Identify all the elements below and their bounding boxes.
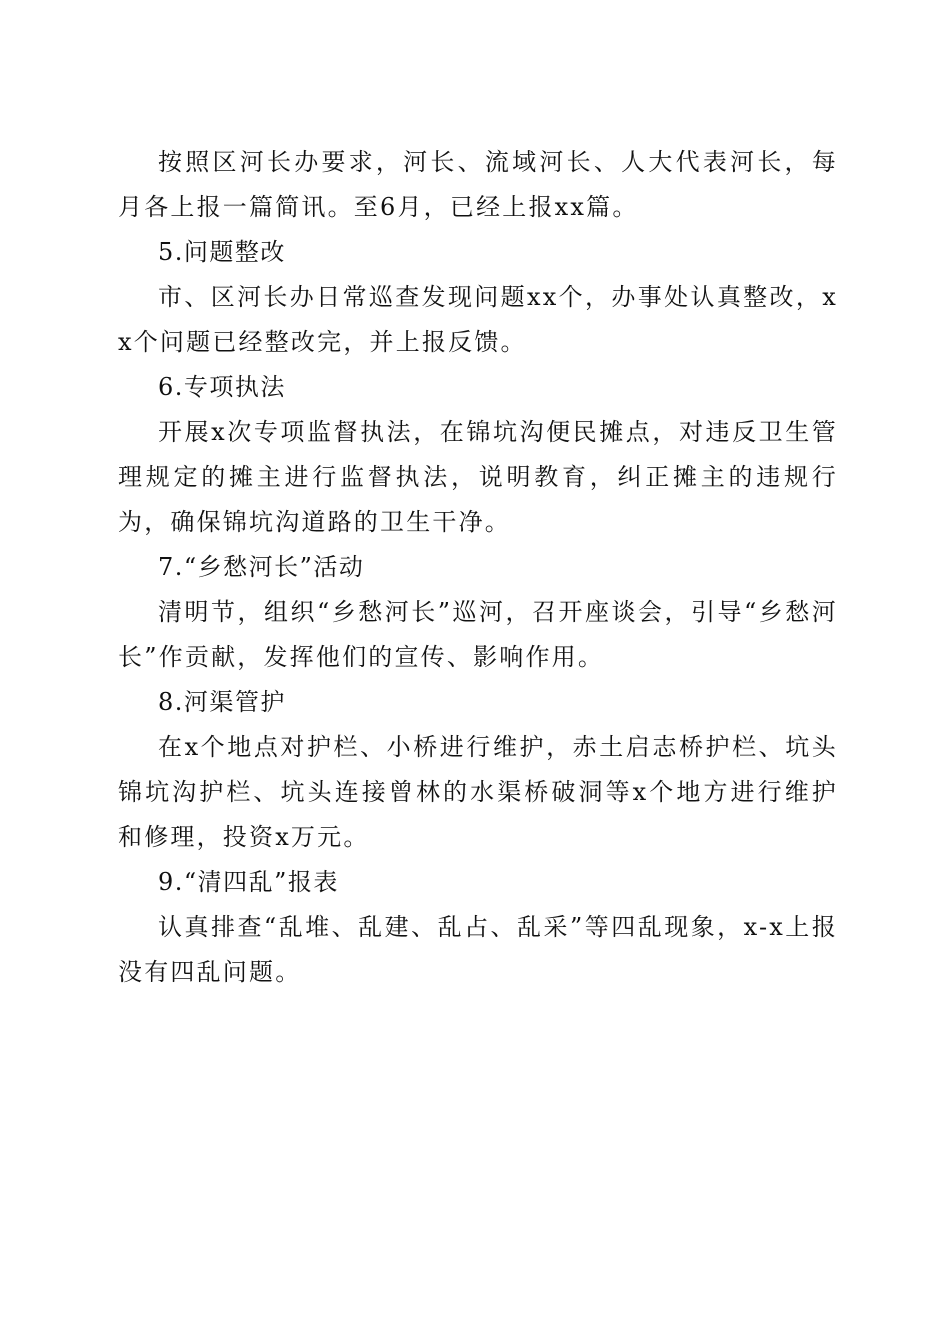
heading-four-chaos-report: 9.“清四乱”报表	[158, 868, 339, 896]
paragraph-four-chaos-report: 认真排查“乱堆、乱建、乱占、乱采”等四乱现象，x-x上报没有四乱问题。	[118, 913, 838, 986]
heading-nostalgia-river-chief: 7.“乡愁河长”活动	[158, 553, 365, 581]
paragraph-canal-maintenance: 在x个地点对护栏、小桥进行维护，赤土启志桥护栏、坑头锦坑沟护栏、坑头连接曾林的水渠桥破洞等x个地方进行维护和修理，投资x万元。	[118, 733, 838, 851]
paragraph-special-enforcement: 开展x次专项监督执法，在锦坑沟便民摊点，对违反卫生管理规定的摊主进行监督执法，说明教育，纠正摊主的违规行为，确保锦坑沟道路的卫生干净。	[118, 418, 838, 536]
heading-problem-rectification: 5.问题整改	[158, 238, 286, 266]
heading-canal-maintenance: 8.河渠管护	[158, 688, 286, 716]
paragraph-nostalgia-river-chief: 清明节，组织“乡愁河长”巡河，召开座谈会，引导“乡愁河长”作贡献，发挥他们的宣传、影响作用。	[118, 598, 838, 671]
paragraph-monthly-briefing: 按照区河长办要求，河长、流域河长、人大代表河长，每月各上报一篇简讯。至6月，已经上报xx篇。	[118, 148, 838, 221]
paragraph-problem-rectification: 市、区河长办日常巡查发现问题xx个，办事处认真整改，xx个问题已经整改完，并上报反馈。	[118, 283, 838, 356]
document-page	[118, 140, 838, 995]
heading-special-enforcement: 6.专项执法	[158, 373, 286, 401]
